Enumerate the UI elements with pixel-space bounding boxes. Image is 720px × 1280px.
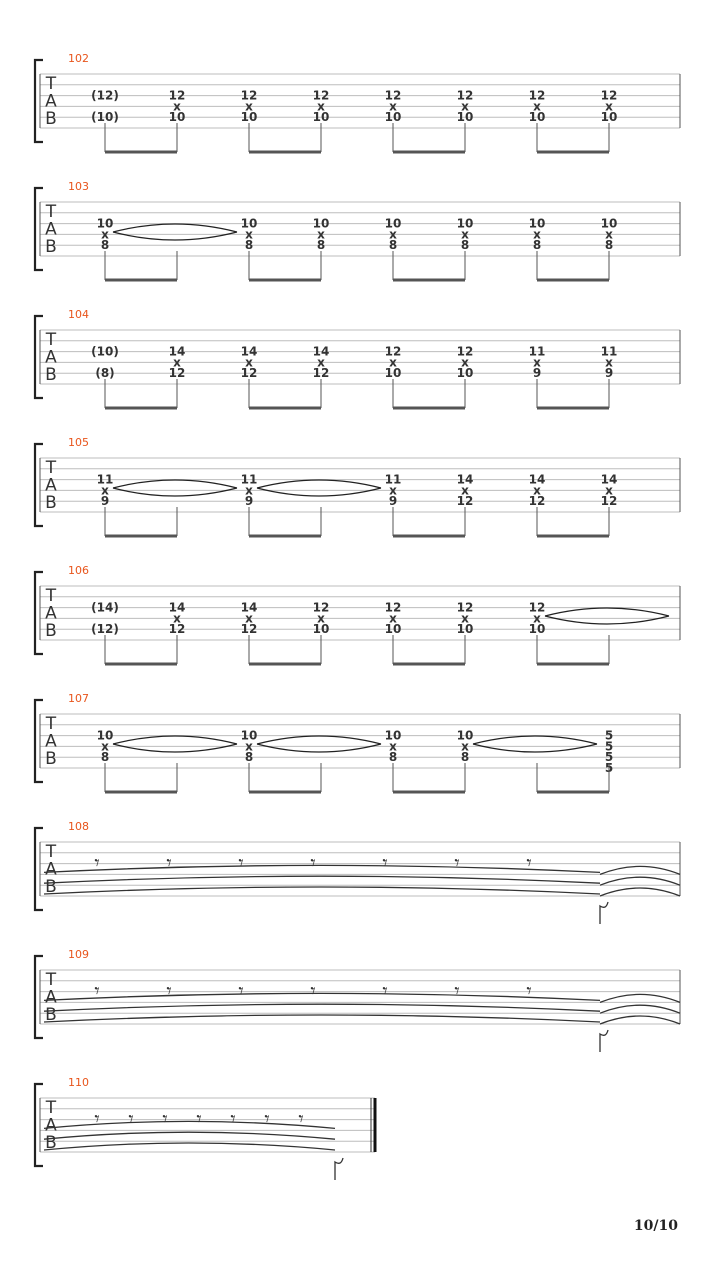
tab-clef-letter: T	[45, 1098, 57, 1118]
fret-number: 8	[388, 750, 398, 765]
tie-arc	[257, 480, 381, 488]
fret-number: x	[101, 227, 109, 242]
fret-number: 12	[312, 366, 330, 381]
fret-number: (8)	[95, 366, 115, 381]
tab-system	[35, 180, 680, 280]
tie-arc	[600, 877, 680, 885]
eighth-rest: 𝄾	[238, 850, 244, 875]
fret-number: 12	[384, 600, 402, 615]
fret-number: x	[317, 611, 325, 626]
fret-number: x	[533, 227, 541, 242]
tab-system	[35, 692, 680, 792]
tab-system	[35, 948, 680, 1052]
tie-arc	[44, 1143, 335, 1150]
fret-number: 12	[240, 622, 258, 637]
system-bracket	[35, 60, 43, 142]
fret-number: x	[245, 99, 253, 114]
tie-arc	[257, 736, 381, 744]
fret-number: x	[245, 739, 253, 754]
measure-number: 106	[68, 564, 89, 577]
tie-arc	[44, 993, 600, 1000]
fret-number: x	[317, 227, 325, 242]
fret-number: 14	[600, 472, 618, 487]
system-bracket	[35, 1084, 43, 1166]
fret-number: 12	[456, 494, 474, 509]
tab-clef-letter: T	[45, 714, 57, 734]
tab-clef-letter: A	[45, 1115, 57, 1136]
fret-number: x	[101, 739, 109, 754]
system-bracket	[35, 444, 43, 526]
fret-number: 9	[100, 494, 110, 509]
fret-number: x	[173, 355, 181, 370]
fret-number: 10	[456, 366, 474, 381]
tab-clef-letter: A	[45, 603, 57, 624]
tab-clef-letter: B	[45, 621, 57, 641]
fret-number: 10	[528, 216, 546, 231]
tab-clef-letter: A	[45, 987, 57, 1008]
eighth-rest: 𝄾	[94, 1106, 100, 1131]
tab-clef-letter: T	[45, 458, 57, 478]
tie-arc	[44, 1132, 335, 1139]
fret-number: 10	[312, 216, 330, 231]
fret-number: 8	[244, 750, 254, 765]
note-flag	[600, 902, 608, 924]
fret-number: x	[461, 611, 469, 626]
fret-number: 8	[604, 238, 614, 253]
eighth-rest: 𝄾	[454, 978, 460, 1003]
fret-number: 10	[384, 728, 402, 743]
tab-clef-letter: T	[45, 330, 57, 350]
fret-number: 14	[528, 472, 546, 487]
fret-number: 8	[460, 238, 470, 253]
tie-arc	[44, 1015, 600, 1022]
system-bracket	[35, 188, 43, 270]
tab-clef-letter: A	[45, 91, 57, 112]
fret-number: 12	[168, 366, 186, 381]
fret-number: 12	[600, 88, 618, 103]
tie-arc	[113, 232, 237, 240]
fret-number: 12	[456, 600, 474, 615]
fret-number: 9	[532, 366, 542, 381]
eighth-rest: 𝄾	[382, 978, 388, 1003]
system-bracket	[35, 956, 43, 1038]
fret-number: x	[533, 99, 541, 114]
fret-number: x	[605, 227, 613, 242]
note-flag	[335, 1158, 343, 1180]
tab-clef-letter: A	[45, 475, 57, 496]
tie-arc	[600, 1016, 680, 1024]
fret-number: x	[389, 99, 397, 114]
fret-number: (10)	[91, 344, 119, 359]
eighth-rest: 𝄾	[162, 1106, 168, 1131]
fret-number: 10	[96, 216, 114, 231]
tab-clef-letter: T	[45, 970, 57, 990]
eighth-rest: 𝄾	[382, 850, 388, 875]
tie-arc	[113, 736, 237, 744]
fret-number: x	[245, 355, 253, 370]
measure-number: 109	[68, 948, 89, 961]
eighth-rest: 𝄾	[298, 1106, 304, 1131]
fret-number: 12	[456, 344, 474, 359]
fret-number: 12	[600, 494, 618, 509]
system-bracket	[35, 828, 43, 910]
tab-clef-letter: B	[45, 109, 57, 129]
fret-number: 10	[384, 110, 402, 125]
fret-number: 14	[456, 472, 474, 487]
eighth-rest: 𝄾	[230, 1106, 236, 1131]
fret-number: 10	[456, 216, 474, 231]
fret-number: x	[461, 227, 469, 242]
eighth-rest: 𝄾	[526, 978, 532, 1003]
fret-number: 14	[168, 600, 186, 615]
measure-number: 107	[68, 692, 89, 705]
fret-number: 11	[96, 472, 114, 487]
tab-clef-letter: T	[45, 74, 57, 94]
fret-number: 9	[604, 366, 614, 381]
fret-number: 10	[240, 728, 258, 743]
fret-number: 10	[312, 622, 330, 637]
eighth-rest: 𝄾	[166, 850, 172, 875]
measure-number: 102	[68, 52, 89, 65]
tab-clef-letter: A	[45, 859, 57, 880]
tie-arc	[473, 736, 597, 744]
fret-number: 8	[100, 750, 110, 765]
fret-number: 12	[384, 344, 402, 359]
fret-number: 10	[456, 622, 474, 637]
eighth-rest: 𝄾	[196, 1106, 202, 1131]
fret-number: 10	[528, 110, 546, 125]
fret-number: 5	[604, 750, 614, 765]
fret-number: 10	[456, 728, 474, 743]
tab-system	[35, 436, 680, 536]
system-bracket	[35, 572, 43, 654]
eighth-rest: 𝄾	[128, 1106, 134, 1131]
fret-number: x	[245, 611, 253, 626]
fret-number: x	[389, 611, 397, 626]
fret-number: 5	[604, 761, 614, 775]
tab-system	[35, 1076, 375, 1180]
tab-clef-letter: A	[45, 347, 57, 368]
tie-arc	[600, 1005, 680, 1013]
fret-number: 10	[96, 728, 114, 743]
fret-number: (12)	[91, 88, 119, 103]
fret-number: 12	[528, 600, 546, 615]
tab-clef-letter: B	[45, 365, 57, 385]
fret-number: (10)	[91, 110, 119, 125]
fret-number: 10	[456, 110, 474, 125]
eighth-rest: 𝄾	[310, 850, 316, 875]
fret-number: (12)	[91, 622, 119, 637]
fret-number: 9	[388, 494, 398, 509]
measure-number: 105	[68, 436, 89, 449]
fret-number: 9	[244, 494, 254, 509]
fret-number: 10	[240, 110, 258, 125]
tab-clef-letter: B	[45, 237, 57, 257]
tab-system	[35, 308, 680, 408]
eighth-rest: 𝄾	[454, 850, 460, 875]
fret-number: x	[389, 355, 397, 370]
fret-number: x	[533, 355, 541, 370]
tie-arc	[113, 744, 237, 752]
fret-number: x	[605, 99, 613, 114]
fret-number: 14	[312, 344, 330, 359]
tie-arc	[44, 887, 600, 894]
tie-arc	[545, 616, 669, 624]
fret-number: 8	[532, 238, 542, 253]
tie-arc	[600, 866, 680, 874]
fret-number: x	[461, 99, 469, 114]
tab-clef-letter: T	[45, 586, 57, 606]
fret-number: 11	[240, 472, 258, 487]
fret-number: x	[245, 227, 253, 242]
fret-number: x	[461, 739, 469, 754]
eighth-rest: 𝄾	[238, 978, 244, 1003]
fret-number: 8	[316, 238, 326, 253]
eighth-rest: 𝄾	[526, 850, 532, 875]
fret-number: x	[317, 99, 325, 114]
tab-clef-letter: B	[45, 1133, 57, 1153]
tie-arc	[600, 888, 680, 896]
eighth-rest: 𝄾	[94, 850, 100, 875]
fret-number: 14	[240, 600, 258, 615]
fret-number: 10	[384, 622, 402, 637]
measure-number: 104	[68, 308, 89, 321]
system-bracket	[35, 700, 43, 782]
fret-number: x	[173, 99, 181, 114]
tie-arc	[257, 744, 381, 752]
fret-number: 8	[100, 238, 110, 253]
fret-number: 12	[168, 88, 186, 103]
tie-arc	[44, 1004, 600, 1011]
fret-number: x	[533, 611, 541, 626]
eighth-rest: 𝄾	[94, 978, 100, 1003]
tab-system	[35, 52, 680, 152]
note-flag	[600, 1030, 608, 1052]
fret-number: 12	[240, 88, 258, 103]
measure-number: 103	[68, 180, 89, 193]
fret-number: x	[245, 483, 253, 498]
tie-arc	[113, 488, 237, 496]
fret-number: 12	[312, 88, 330, 103]
fret-number: 10	[168, 110, 186, 125]
fret-number: 10	[600, 110, 618, 125]
fret-number: x	[605, 355, 613, 370]
system-bracket	[35, 316, 43, 398]
tie-arc	[44, 1121, 335, 1128]
tie-arc	[113, 480, 237, 488]
fret-number: 11	[528, 344, 546, 359]
tie-arc	[257, 488, 381, 496]
fret-number: 14	[168, 344, 186, 359]
fret-number: x	[173, 611, 181, 626]
fret-number: 10	[312, 110, 330, 125]
tab-system	[35, 564, 680, 664]
measure-number: 108	[68, 820, 89, 833]
fret-number: 14	[240, 344, 258, 359]
eighth-rest: 𝄾	[310, 978, 316, 1003]
tab-clef-letter: B	[45, 877, 57, 897]
tab-clef-letter: T	[45, 842, 57, 862]
fret-number: x	[389, 739, 397, 754]
fret-number: x	[101, 483, 109, 498]
fret-number: x	[461, 355, 469, 370]
fret-number: 8	[244, 238, 254, 253]
tie-arc	[545, 608, 669, 616]
tie-arc	[600, 994, 680, 1002]
tie-arc	[113, 224, 237, 232]
tab-clef-letter: B	[45, 749, 57, 769]
fret-number: 12	[456, 88, 474, 103]
fret-number: 5	[604, 739, 614, 754]
tab-clef-letter: A	[45, 731, 57, 752]
fret-number: 5	[604, 728, 614, 743]
fret-number: 10	[528, 622, 546, 637]
fret-number: 10	[384, 216, 402, 231]
tie-arc	[473, 744, 597, 752]
fret-number: 12	[528, 494, 546, 509]
fret-number: x	[389, 227, 397, 242]
fret-number: 12	[312, 600, 330, 615]
fret-number: 11	[600, 344, 618, 359]
fret-number: 12	[384, 88, 402, 103]
tie-arc	[44, 876, 600, 883]
fret-number: 11	[384, 472, 402, 487]
tie-arc	[44, 865, 600, 872]
fret-number: 10	[384, 366, 402, 381]
fret-number: 10	[240, 216, 258, 231]
tab-system	[35, 820, 680, 924]
fret-number: 12	[240, 366, 258, 381]
fret-number: x	[317, 355, 325, 370]
fret-number: 10	[600, 216, 618, 231]
fret-number: 8	[388, 238, 398, 253]
tab-clef-letter: A	[45, 219, 57, 240]
fret-number: (14)	[91, 600, 119, 615]
fret-number: 12	[528, 88, 546, 103]
fret-number: x	[533, 483, 541, 498]
tab-clef-letter: T	[45, 202, 57, 222]
measure-number: 110	[68, 1076, 89, 1089]
page-number: 10/10	[633, 1218, 678, 1234]
fret-number: x	[461, 483, 469, 498]
tab-clef-letter: B	[45, 493, 57, 513]
fret-number: x	[605, 483, 613, 498]
eighth-rest: 𝄾	[166, 978, 172, 1003]
tab-clef-letter: B	[45, 1005, 57, 1025]
fret-number: 12	[168, 622, 186, 637]
fret-number: x	[389, 483, 397, 498]
fret-number: 8	[460, 750, 470, 765]
eighth-rest: 𝄾	[264, 1106, 270, 1131]
